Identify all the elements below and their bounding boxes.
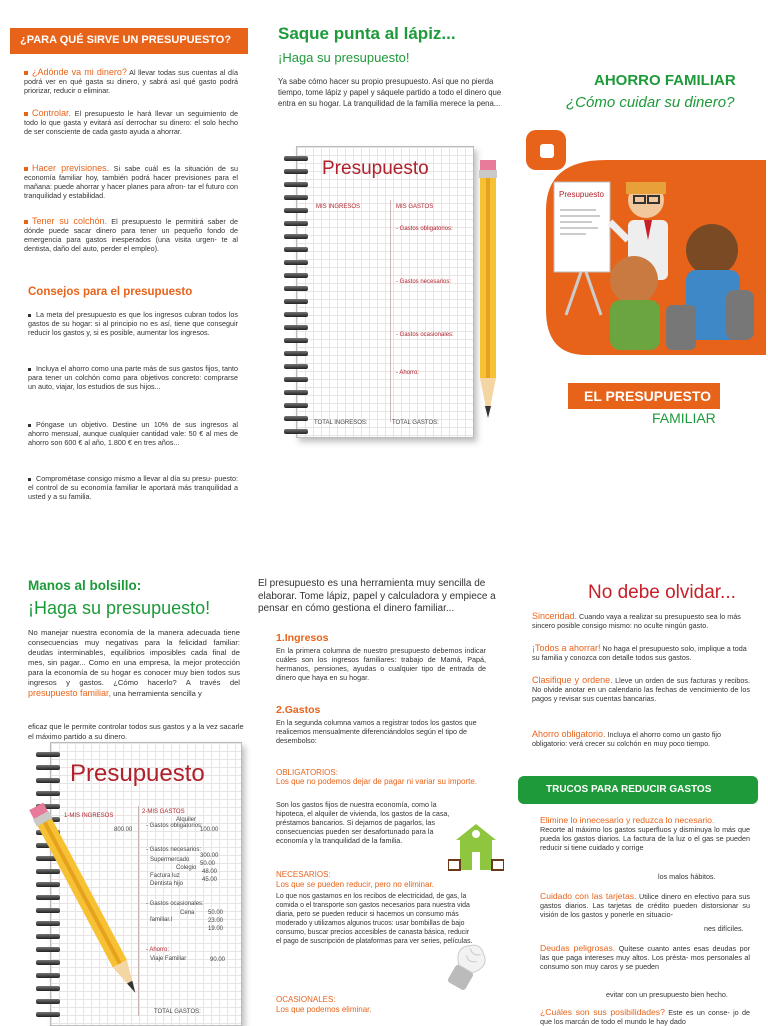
- p5-s2-text: En la segunda columna vamos a registrar todos los gastos que realicemos mensualmente diferenciándolos según el tipo de desembolso:: [276, 718, 477, 745]
- classroom-illustration: [526, 130, 766, 355]
- p4-pad-nec-v3: 48.00: [202, 869, 218, 875]
- p2-pad-total1: TOTAL INGRESOS:: [314, 420, 368, 426]
- p6-trucos-title: TRUCOS PARA REDUCIR GASTOS: [546, 784, 712, 795]
- p6-truco-1: Elimine lo innecesario y reduzca lo necesario. Recorte al máximo los gastos superfluos y disminuya lo más que pueda los gastos diarios. La factura de la luz o el gas se pueden reducir si tiene cuidado y corrige: [540, 815, 750, 852]
- p5-ocas-sub: Los que podemos eliminar.: [276, 1005, 372, 1014]
- p5-s2-title: 2.Gastos: [276, 704, 321, 716]
- p4-pad-ocas: - Gastos ocasionales:: [146, 901, 204, 907]
- bullet-icon: [28, 368, 31, 371]
- spiral-ring: [284, 403, 308, 408]
- spiral-ring: [284, 156, 308, 161]
- p1-consejo-2: Incluya el ahorro como una parte más de sus gastos fijos, tanto para tener un colchón como para objetivos concreto: comprarse un auto, viajar, los estudios de sus hijos...: [28, 364, 238, 391]
- spiral-ring: [284, 390, 308, 395]
- p6-truco-2: Cuidado con las tarjetas. Utilice dinero en efectivo para sus gastos diarios. Las tarjetas de crédito pueden distorsionar su visión de los gastos y ponerle en situacio-: [540, 891, 750, 919]
- p4-pad-col2: 2-MIS GASTOS: [142, 809, 185, 815]
- bullet-icon: [24, 167, 28, 171]
- house-icon: [448, 818, 504, 874]
- p4-pad-viaje-val: 90.00: [210, 957, 226, 963]
- p5-ocas-title: OCASIONALES:: [276, 995, 336, 1004]
- pencil-icon: [474, 160, 504, 430]
- p2-pad-title: Presupuesto: [322, 158, 429, 179]
- p4-pad-nec-2: Colegio: [176, 865, 197, 871]
- spiral-ring: [284, 208, 308, 213]
- p6-title: No debe olvidar...: [588, 582, 736, 603]
- p5-nec-text: Lo que nos gastamos en los recibos de electricidad, de gas, la comida o el transporte son gastos necesarios para nuestra vida diaria, pero se pueden reducir si hacemos un consumo más moderado y utilizamos algunos trucos: usar bombillas de bajo consumo, buscar precios accesibles de canasta básica, reducir el pago de suscripción de plataformas para ver series, películas.: [276, 893, 473, 945]
- p1-item-4: Tener su colchón. El presupuesto le permitirá saber de dónde puede sacar dinero para tener un pequeño fondo de emergencia para gastos inesperados (una visita urgen- te al dentista, daño del auto, perder el empleo).: [24, 216, 238, 253]
- p5-oblig-sub: Los que no podemos dejar de pagar ni variar su importe.: [276, 777, 478, 786]
- p2-pad-divider: [390, 200, 391, 422]
- p2-pad-col1: MIS INGRESOS: [316, 204, 361, 210]
- spiral-ring: [36, 778, 60, 783]
- pencil-icon: [26, 800, 146, 1000]
- p2-notepad-rings: [284, 150, 310, 440]
- p1-consejo-4: Comprométase consigo mismo a llevar al día su presu- puesto: el control de su economía familiar le aportará más tranquilidad a usted y a su familia.: [28, 474, 238, 501]
- p4-pad-nec-4: Dentista hijo: [150, 881, 184, 887]
- spiral-ring: [284, 169, 308, 174]
- spiral-ring: [284, 260, 308, 265]
- p2-pad-total2: TOTAL GASTOS:: [392, 420, 439, 426]
- p5-s1-title: 1.Ingresos: [276, 632, 329, 644]
- p1-item-2: Controlar. El presupuesto le hará llevar un seguimiento de todo lo que gasta y evitará así derrochar su dinero: el solo hecho de ser consciente de cada gasto ayuda a ahorrar.: [24, 108, 238, 136]
- p4-pad-oblig: - Gastos obligatorios:: [146, 823, 203, 829]
- p2-pad-row-3: - Gastos ocasionales:: [396, 332, 454, 338]
- lightbulb-icon: [440, 926, 500, 996]
- bullet-icon: [28, 478, 31, 481]
- p6-item-4: Ahorro obligatorio. Incluya el ahorro como un gasto fijo obligatorio: verá crecer su colchón en muy poco tiempo.: [532, 729, 722, 748]
- bullet-icon: [28, 424, 31, 427]
- spiral-ring: [284, 377, 308, 382]
- p2-pad-col2: MIS GASTOS: [396, 204, 434, 210]
- spiral-ring: [284, 234, 308, 239]
- p6-truco-3-tail: evitar con un presupuesto bien hecho.: [606, 990, 728, 999]
- p2-subtitle: ¡Haga su presupuesto!: [278, 50, 410, 65]
- spiral-ring: [36, 1012, 60, 1017]
- spiral-ring: [284, 364, 308, 369]
- spiral-ring: [284, 273, 308, 278]
- p4-body: No manejar nuestra economía de la manera adecuada tiene consecuencias muy negativas para la felicidad familiar: deudas interminables, equilibrios imposibles cada final de mes, sin pagar... Como en una empresa, la mejor protección para la economía de su hogar es conocer muy bien todos sus ingresos y gastos. ¿Cómo hacerlo? A través del presupuesto familiar, una herramienta sencilla y: [28, 628, 240, 698]
- p1-consejo-3: Póngase un objetivo. Destine un 10% de sus ingresos al ahorro mensual, aunque cualquier cantidad vale: 50 € al mes de ahorro son 600 € al año, 1.800 € en tres años...: [28, 420, 238, 447]
- p4-pad-ahorro: - Ahorro:: [146, 947, 170, 953]
- p3-board-label: Presupuesto: [559, 190, 604, 199]
- p4-pad-alquiler-val: 100.00: [200, 827, 219, 833]
- bullet-icon: [24, 220, 28, 224]
- p6-truco-4: ¿Cuáles son sus posibilidades? Este es un conse- jo de que los marcán de todo el mundo le hay dado: [540, 1007, 750, 1026]
- spiral-ring: [36, 765, 60, 770]
- p1-consejo-1: La meta del presupuesto es que los ingresos cubran todos los gastos de su hogar: si al principio no es así, tiene que conseguir reducir los gastos y, si es posible, aumentar los ingresos.: [28, 310, 238, 337]
- p4-pad-nec-1: Supermercado: [150, 857, 190, 863]
- p4-pad-nec: - Gastos necesarios:: [146, 847, 202, 853]
- p5-intro: El presupuesto es una herramienta muy sencilla de elaborar. Tome lápiz, papel y calculadora y empiece a pensar en cómo gestiona el dinero familiar...: [258, 578, 496, 614]
- spiral-ring: [284, 312, 308, 317]
- p4-pad-col1: 1-MIS INGRESOS: [64, 813, 114, 819]
- p4-pad-title: Presupuesto: [70, 760, 205, 787]
- p6-truco-3: Deudas peligrosas. Quítese cuanto antes esas deudas por las que paga intereses muy altos. Los présta- mos personales al consumo son muy caros y se pueden: [540, 943, 750, 971]
- p5-s1-text: En la primera columna de nuestro presupuesto debemos indicar cuáles son los ingresos familiares: trabajo de Mamá, Papá, hermanos, pensiones, ayudas o cualquier tipo de entrada de dinero que haya en su hogar.: [276, 646, 486, 682]
- p4-pad-alquiler: Alquiler: [176, 817, 197, 823]
- p4-pad-ocas-v3: 19.00: [208, 926, 224, 932]
- bullet-icon: [28, 314, 31, 317]
- bullet-icon: [24, 112, 28, 116]
- p4-pad-viaje: Viaje Familiar: [150, 956, 187, 962]
- p4-pad-total: TOTAL GASTOS:: [154, 1009, 201, 1015]
- p3-title: AHORRO FAMILIAR: [594, 72, 736, 89]
- p4-pad-nec-3: Factura luz: [150, 873, 180, 879]
- p4-pad-ocas-2: familiar.l: [150, 917, 173, 923]
- p4-pad-nec-v4: 45.00: [202, 877, 218, 883]
- spiral-ring: [284, 195, 308, 200]
- p5-oblig-title: OBLIGATORIOS:: [276, 768, 338, 777]
- p6-item-2: ¡Todos a ahorrar! No haga el presupuesto solo, implique a toda su familia y conozca con detalle todos sus gastos.: [532, 643, 747, 662]
- p2-title: Saque punta al lápiz...: [278, 24, 456, 43]
- p4-title: Manos al bolsillo:: [28, 578, 142, 593]
- p6-truco-2-tail: nes difíciles.: [704, 924, 744, 933]
- p1-item-1: ¿Adónde va mi dinero? Al llevar todas sus cuentas al día podrá ver en qué gasta su dinero, y sabrá así qué gasto podrá priorizar, reducir o eliminar.: [24, 67, 238, 95]
- p4-pad-nec-v1: 300.00: [200, 853, 219, 859]
- spiral-ring: [284, 299, 308, 304]
- p4-pad-nec-v2: 50.00: [200, 861, 216, 867]
- p4-body-3: eficaz que le permite controlar todos sus gastos y a la vez sacarle el máximo partido a su dinero.: [28, 722, 244, 741]
- spiral-ring: [284, 286, 308, 291]
- spiral-ring: [36, 791, 60, 796]
- p2-notepad: [296, 146, 474, 438]
- p3-banner-line1: EL PRESUPUESTO: [584, 388, 712, 404]
- spiral-ring: [284, 221, 308, 226]
- p5-nec-sub: Los que se pueden reducir, pero no eliminar.: [276, 880, 434, 889]
- p2-pad-row-2: - Gastos necesarios:: [396, 279, 452, 285]
- p1-item-3: Hacer previsiones. Si sabe cuál es la situación de su economía familiar hoy, también podrá hacer previsiones para el mañana: puede ahorrar y hacer planes para afron- tar el futuro con tranquilidad y estabilidad.: [24, 163, 238, 200]
- p4-pad-ocas-1: Cena: [180, 910, 195, 916]
- p1-consejos-title: Consejos para el presupuesto: [28, 286, 193, 298]
- p2-pad-row-1: - Gastos obligatorios:: [396, 226, 453, 232]
- p6-item-1: Sinceridad. Cuando vaya a realizar su presupuesto sea lo más sincero posible consigo mismo: no oculte ningún gasto.: [532, 611, 741, 630]
- p3-subtitle: ¿Cómo cuidar su dinero?: [566, 94, 735, 111]
- spiral-ring: [284, 247, 308, 252]
- p4-subtitle: ¡Haga su presupuesto!: [28, 598, 211, 618]
- p5-nec-title: NECESARIOS:: [276, 870, 331, 879]
- bullet-icon: [24, 71, 28, 75]
- p6-truco-1-tail: los malos hábitos.: [658, 872, 716, 881]
- p4-pad-income: 800.00: [114, 827, 133, 833]
- spiral-ring: [284, 325, 308, 330]
- spiral-ring: [284, 351, 308, 356]
- p3-banner-line2: FAMILIAR: [652, 410, 716, 426]
- p4-pad-ocas-v2: 23.00: [208, 918, 224, 924]
- spiral-ring: [284, 338, 308, 343]
- p4-pad-ocas-v1: 50.00: [208, 910, 224, 916]
- spiral-ring: [284, 416, 308, 421]
- p5-oblig-text: Son los gastos fijos de nuestra economía, como la hipoteca, el alquiler de vivienda, los gastos de la casa, préstamos bancarios. Si dejamos de pagarlos, las consecuencias pueden ser desafortunado para la economía y la tranquilidad de la familia.: [276, 800, 450, 845]
- p2-pad-row-4: - Ahorro:: [396, 370, 420, 376]
- p6-item-3: Clasifique y ordene. Lleve un orden de sus facturas y recibos. No olvide anotar en un calendario las fechas de vencimiento de los pagos y revisar sus cuentas bancarias.: [532, 675, 751, 703]
- p2-intro: Ya sabe cómo hacer su propio presupuesto. Así que no pierda tiempo, tome lápiz y papel y sáquele partido a todo el dinero que entra en su hogar. La tranquilidad de la familia merece la pena...: [278, 77, 502, 108]
- spiral-ring: [284, 429, 308, 434]
- spiral-ring: [284, 182, 308, 187]
- spiral-ring: [36, 752, 60, 757]
- p1-header-text: ¿PARA QUÉ SIRVE UN PRESUPUESTO?: [20, 34, 232, 46]
